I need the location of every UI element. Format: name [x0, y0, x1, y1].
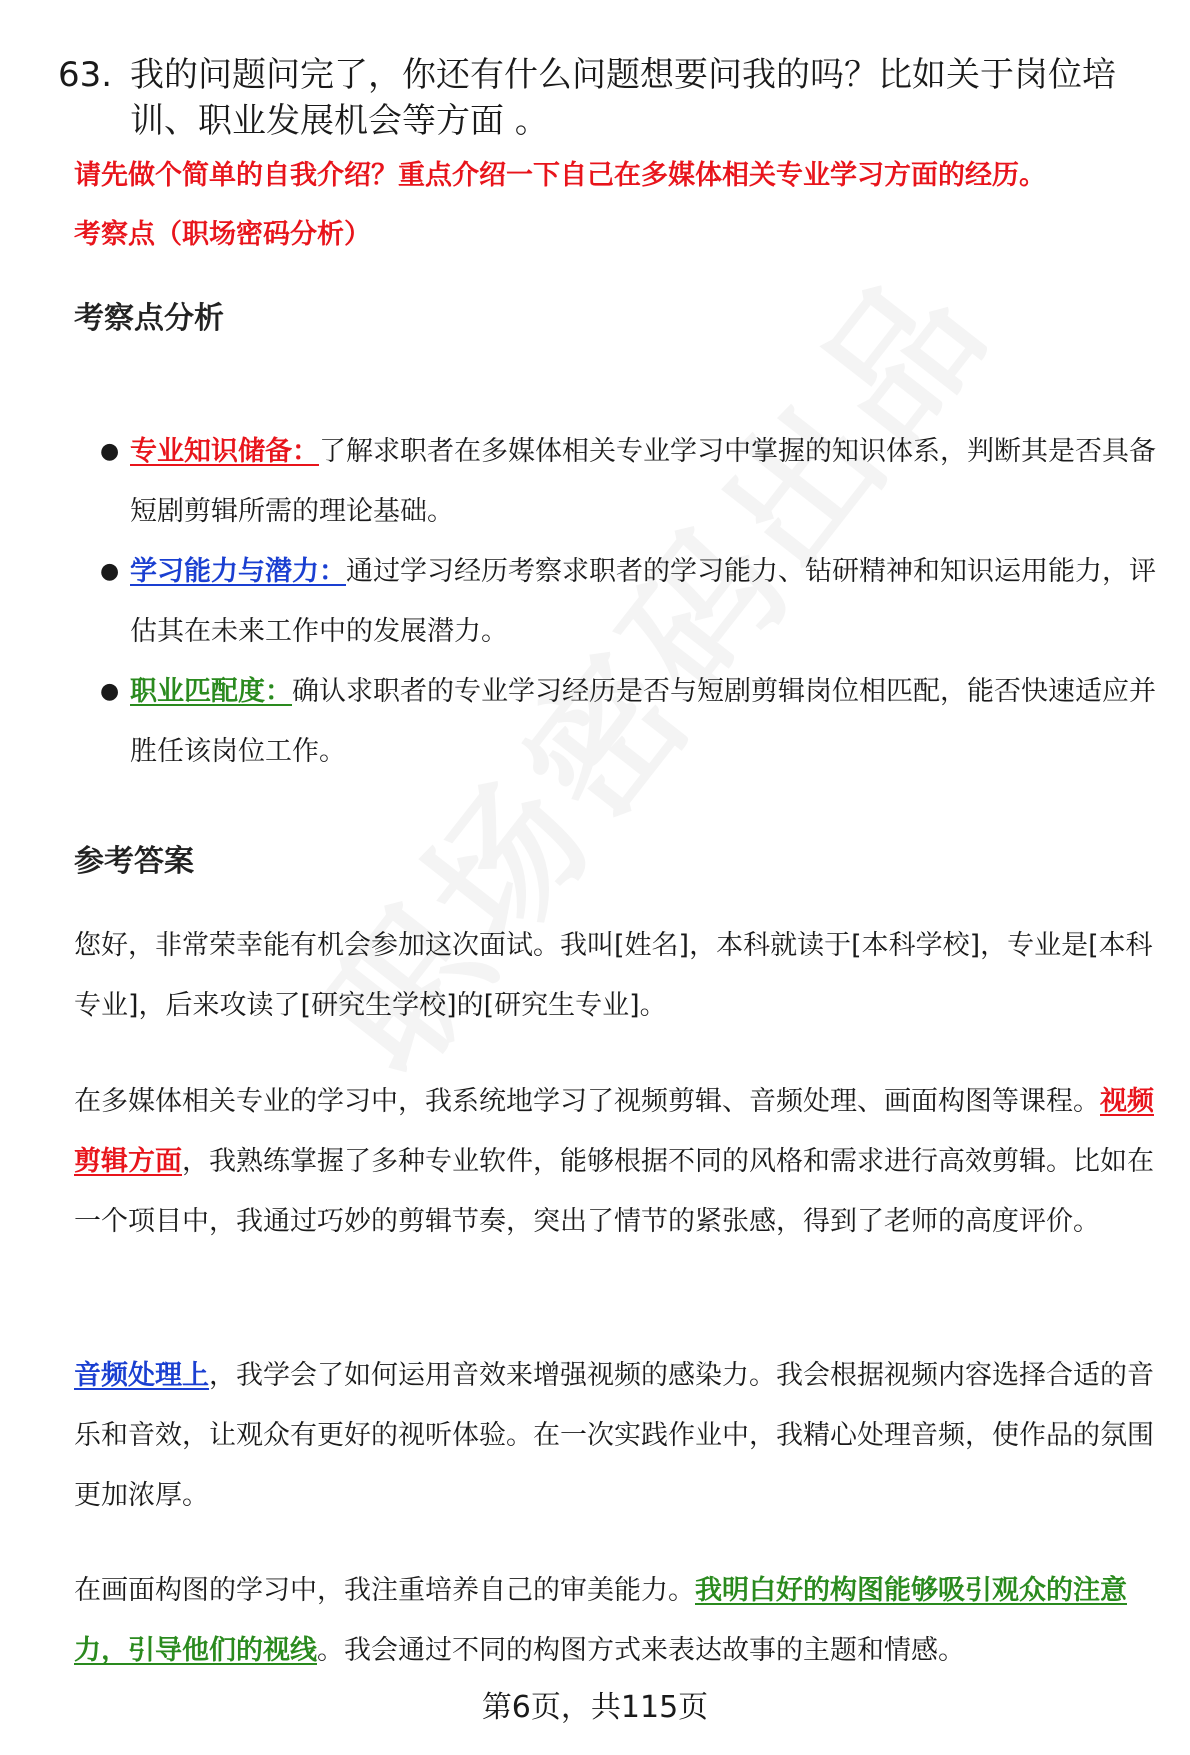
section-heading-analysis: 考察点分析 [74, 301, 224, 336]
bullet-text: 了解求职者在多媒体相关专业学习中掌握的知识体系，判断其是否具备短剧剪辑所需的理论基础。 [130, 436, 1156, 527]
prompt-subtitle: 考察点（职场密码分析） [74, 219, 371, 250]
bullet-keyword: 职业匹配度： [130, 676, 292, 707]
bullet-keyword: 学习能力与潜力： [130, 556, 346, 587]
paragraph-text: ，我学会了如何运用音效来增强视频的感染力。我会根据视频内容选择合适的音乐和音效，让观众有更好的视听体验。在一次实践作业中，我精心处理音频，使作品的氛围更加浓厚。 [74, 1360, 1154, 1511]
bullet-text: 通过学习经历考察求职者的学习能力、钻研精神和知识运用能力，评估其在未来工作中的发展潜力。 [130, 556, 1156, 647]
answer-paragraph-3 [74, 1346, 1164, 1526]
paragraph-keyword: 我明白好的构图能够吸引观众的注意力，引导他们的视线 [74, 1575, 1127, 1666]
prompt-question: 请先做个简单的自我介绍？重点介绍一下自己在多媒体相关专业学习方面的经历。 [74, 160, 1046, 191]
answer-paragraph-2 [74, 1072, 1164, 1252]
paragraph-keyword: 视频剪辑方面 [74, 1086, 1154, 1177]
question-text: 我的问题问完了，你还有什么问题想要问我的吗？比如关于岗位培训、职业发展机会等方面 。 [130, 55, 1116, 141]
paragraph-text: ，我熟练掌握了多种专业软件，能够根据不同的风格和需求进行高效剪辑。比如在一个项目中，我通过巧妙的剪辑节奏，突出了情节的紧张感，得到了老师的高度评价。 [74, 1146, 1154, 1237]
bullet-text: 确认求职者的专业学习经历是否与短剧剪辑岗位相匹配，能否快速适应并胜任该岗位工作。 [130, 676, 1156, 767]
paragraph-text: 。我会通过不同的构图方式来表达故事的主题和情感。 [317, 1635, 965, 1666]
page-number: 第6页，共115页 [481, 1690, 709, 1725]
bullet-keyword: 专业知识储备： [130, 436, 319, 467]
paragraph-keyword: 音频处理上 [74, 1360, 209, 1391]
paragraph-text: 在多媒体相关专业的学习中，我系统地学习了视频剪辑、音频处理、画面构图等课程。 [74, 1086, 1100, 1117]
bullet-icon: ● [100, 679, 120, 704]
list-item [100, 662, 1160, 782]
list-item [100, 422, 1160, 542]
question-number: 63. [58, 55, 113, 95]
bullet-icon: ● [100, 559, 120, 584]
paragraph-text: 您好，非常荣幸能有机会参加这次面试。我叫[姓名]，本科就读于[本科学校]，专业是[本科专业]，后来攻读了[研究生学校]的[研究生专业]。 [74, 930, 1153, 1021]
section-heading-answer: 参考答案 [74, 844, 194, 879]
answer-paragraph-1 [74, 916, 1164, 1036]
question-heading [58, 52, 1148, 144]
analysis-list [100, 422, 1160, 782]
bullet-icon: ● [100, 439, 120, 464]
list-item [100, 542, 1160, 662]
answer-paragraph-4 [74, 1561, 1164, 1681]
paragraph-text: 在画面构图的学习中，我注重培养自己的审美能力。 [74, 1575, 695, 1606]
